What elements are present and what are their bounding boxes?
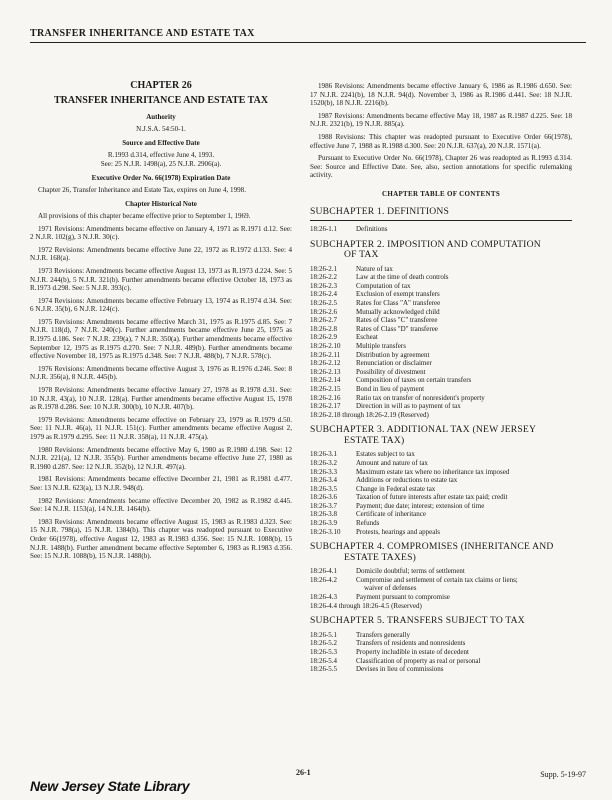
subchapter-title-continued: ESTATE TAXES) — [344, 551, 417, 563]
revision-note: 1980 Revisions: Amendments became effective May 6, 1980 as R.1980 d.198. See: 12 N.J.R. 221(a), 12 N.J.R. 355(b). Further amendments became effective June 27, 1980 as R.1980 d.287. See: 12 N.J.R. 352(b), 12 N.J.R. 497(a). — [30, 445, 292, 471]
section-title — [356, 376, 572, 385]
toc-entry — [310, 290, 572, 299]
executive-order-text: Chapter 26, Transfer Inheritance and Estate Tax, expires on June 4, 1998. — [38, 185, 246, 194]
subchapter-title: SUBCHAPTER 1. DEFINITIONS — [310, 205, 450, 217]
section-title-text: Renunciation or disclaimer — [356, 359, 432, 368]
section-title-text: Law at the time of death controls — [356, 273, 449, 282]
toc-entry — [310, 225, 572, 234]
source-line: R.1993 d.314, effective June 4, 1993. — [107, 150, 215, 159]
page-number: 26-1 — [296, 768, 311, 777]
section-title — [356, 493, 572, 502]
section-title — [356, 265, 572, 274]
section-title-text: Additions or reductions to estate tax — [356, 476, 458, 485]
section-title — [356, 394, 572, 403]
toc-heading: CHAPTER TABLE OF CONTENTS — [381, 189, 501, 198]
section-title-text: Definitions — [356, 225, 388, 234]
section-title — [356, 459, 572, 468]
section-number: 18:26-3.9 — [310, 519, 338, 528]
section-title-text: Compromise and settlement of certain tax claims or liens; — [356, 575, 518, 584]
section-title-text: Protests, hearings and appeals — [356, 527, 440, 536]
section-number: 18:26-2.16 — [310, 393, 341, 402]
revision-note: 1975 Revisions: Amendments became effective March 31, 1975 as R.1975 d.85. See: 7 N.J.R. 118(d), 7 N.J.R. 240(c). Further amendments became effective June 25, 1975 as R.1975 d.186. See: 7 N.J.R. 239(a), 7 N.J.R. 350(a). Further amendments became effective September 12, 1975 as R.1975 d.270. See: 7 N.J.R. 489(b). Further amendments became effective November 18, 1975 as R.1975 d.348. See: 7 N.J.R. 488(b), 7 N.J.R. 578(c). — [30, 317, 292, 361]
toc-entry — [310, 265, 572, 274]
section-title — [356, 468, 572, 477]
section-number: 18:26-2.4 — [310, 290, 338, 299]
section-title — [356, 225, 572, 234]
section-title — [356, 282, 572, 291]
toc-entry — [310, 282, 572, 291]
section-title — [356, 657, 572, 666]
section-title-text: Exclusion of exempt transfers — [356, 290, 440, 299]
section-title-text: Bond in lieu of payment — [356, 384, 425, 393]
section-title-text: Rates for Class "A" transferee — [356, 299, 441, 307]
section-number: 18:26-2.8 — [310, 324, 338, 333]
section-number: 18:26-2.12 — [310, 359, 341, 368]
section-title-text: Nature of tax — [356, 264, 393, 273]
toc-entry — [310, 450, 572, 459]
toc-entry — [310, 325, 572, 334]
section-title — [356, 476, 572, 485]
section-number: 18:26-2.1 — [310, 264, 338, 273]
section-number: 18:26-2.9 — [310, 333, 338, 342]
right-column — [310, 82, 572, 674]
section-title — [356, 576, 572, 593]
section-number: 18:26-2.15 — [310, 384, 341, 393]
section-title-text: Refunds — [356, 519, 380, 528]
revision-note: 1976 Revisions: Amendments became effective August 3, 1976 as R.1976 d.246. See: 8 N.J.R. 356(a), 8 N.J.R. 445(b). — [30, 364, 292, 382]
subchapter-title: SUBCHAPTER 2. IMPOSITION AND COMPUTATION — [310, 238, 541, 250]
section-number: 18:26-3.8 — [310, 510, 338, 519]
toc-entry — [310, 485, 572, 494]
revision-note: 1983 Revisions: Amendments became effective August 15, 1983 as R.1983 d.323. See: 15 N.J.R. 798(a), 15 N.J.R. 1384(b). This chapter was readopted pursuant to Executive Order 66(1978), effective August 12, 1983 as R.1983 d.356. See: 15 N.J.R. 1088(b), 15 N.J.R. 1488(b). Further amendment became effective September 6, 1983 as R.1983 d.356. See: 15 N.J.R. 1088(b), 15 N.J.R. 1488(b). — [30, 517, 292, 561]
section-number: 18:26-3.6 — [310, 493, 338, 502]
section-number: 18:26-4.3 — [310, 593, 338, 602]
running-head: TRANSFER INHERITANCE AND ESTATE TAX — [30, 28, 586, 43]
section-number: 18:26-2.13 — [310, 367, 341, 376]
subchapter-heading — [310, 240, 572, 261]
section-title-text: Taxation of future interests after estate tax paid; credit — [356, 493, 508, 502]
toc-entry — [310, 665, 572, 674]
section-number: 18:26-2.3 — [310, 281, 338, 290]
section-number: 18:26-5.4 — [310, 656, 338, 665]
section-title — [356, 631, 572, 640]
section-title — [356, 639, 572, 648]
section-title-text: Rates of Class "D" transferee — [356, 324, 438, 333]
subchapter-heading — [310, 425, 572, 446]
revision-note: 1979 Revisions: Amendments became effective on February 23, 1979 as R.1979 d.50. See: 11 N.J.R. 46(a), 11 N.J.R. 151(c). Further amendments became effective August 2, 1979 as R.1979 d.295. See: 11 N.J.R. 358(a), 11 N.J.R. 475(a). — [30, 415, 292, 441]
toc-entry — [310, 385, 572, 394]
section-number: 18:26-5.1 — [310, 630, 338, 639]
toc-entry — [310, 639, 572, 648]
section-title — [356, 567, 572, 576]
revision-note: 1988 Revisions: This chapter was readopted pursuant to Executive Order 66(1978), effective June 7, 1988 as R.1988 d.300. See: 20 N.J.R. 637(a), 20 N.J.R. 1571(a). — [310, 132, 572, 150]
section-title-text: Composition of taxes on certain transfers — [356, 376, 472, 385]
supplement-date: Supp. 5-19-97 — [540, 770, 586, 779]
section-title-text: Devises in lieu of commissions — [356, 665, 444, 674]
section-title — [356, 368, 572, 377]
toc-entry — [310, 342, 572, 351]
revision-list — [310, 82, 572, 180]
section-number: 18:26-2.6 — [310, 307, 338, 316]
section-number: 18:26-3.5 — [310, 484, 338, 493]
toc-entry — [310, 368, 572, 377]
section-number: 18:26-4.1 — [310, 567, 338, 576]
section-title-text: Transfers generally — [356, 630, 410, 639]
section-number: 18:26-2.11 — [310, 350, 341, 359]
authority-heading: Authority — [146, 113, 176, 122]
section-title-text: Mutually acknowledged child — [356, 307, 440, 316]
source-heading: Source and Effective Date — [122, 139, 200, 148]
toc-entry — [310, 308, 572, 317]
section-title — [356, 510, 572, 519]
revision-note: 1982 Revisions: Amendments became effective December 20, 1982 as R.1982 d.445. See: 14 N.J.R. 1153(a), 14 N.J.R. 1464(b). — [30, 496, 292, 514]
section-number: 18:26-2.5 — [310, 299, 338, 307]
toc-entry — [310, 593, 572, 602]
revision-note: 1986 Revisions: Amendments became effective January 6, 1986 as R.1986 d.650. See: 17 N.J.R. 2241(b), 18 N.J.R. 94(d). November 3, 1986 as R.1986 d.441. See: 18 N.J.R. 1520(b), 18 N.J.R. 2216(b). — [310, 82, 572, 108]
section-title-text: Escheat — [356, 333, 378, 342]
toc-entry — [310, 648, 572, 657]
section-title-continued: waiver of defenses — [364, 584, 417, 593]
toc-entry — [310, 576, 572, 593]
section-number: 18:26-4.2 — [310, 575, 338, 584]
section-title-text: Domicile doubtful; terms of settlement — [356, 567, 465, 576]
section-title — [356, 502, 572, 511]
section-title — [356, 485, 572, 494]
executive-order-heading: Executive Order No. 66(1978) Expiration Date — [91, 174, 231, 183]
reserved-range: 18:26-4.4 through 18:26-4.5 (Reserved) — [310, 601, 422, 610]
section-number: 18:26-3.7 — [310, 501, 338, 510]
section-title-text: Property includible in estate of decedent — [356, 647, 469, 656]
revision-note: 1971 Revisions: Amendments became effective on January 4, 1971 as R.1971 d.12. See: 2 N.J.R. 102(g), 3 N.J.R. 30(c). — [30, 224, 292, 242]
section-title-text: Computation of tax — [356, 281, 411, 290]
toc-entry — [310, 376, 572, 385]
toc-entry — [310, 519, 572, 528]
revision-note: 1978 Revisions: Amendments became effective January 27, 1978 as R.1978 d.31. See: 10 N.J.R. 43(a), 10 N.J.R. 128(a). Further amendments became effective August 15, 1978 as R.1978 d.286. See: 10 N.J.R. 300(b), 10 N.J.R. 407(b). — [30, 386, 292, 412]
section-title — [356, 325, 572, 334]
toc-entry — [310, 359, 572, 368]
chapter-number: CHAPTER 26 — [130, 80, 192, 91]
section-number: 18:26-2.17 — [310, 402, 341, 411]
subchapter-title: SUBCHAPTER 5. TRANSFERS SUBJECT TO TAX — [310, 615, 525, 627]
toc-entry — [310, 333, 572, 342]
section-title-text: Rates of Class "C" transferee — [356, 316, 438, 325]
section-title — [356, 316, 572, 325]
section-title — [356, 519, 572, 528]
section-number: 18:26-1.1 — [310, 225, 338, 234]
revision-list — [30, 225, 292, 561]
section-title-text: Ratio tax on transfer of nonresident's property — [356, 393, 485, 402]
revision-note: Pursuant to Executive Order No. 66(1978), Chapter 26 was readopted as R.1993 d.314. See: Source and Effective Date. See, also, section annotations for specific rulemaking activity. — [310, 154, 572, 180]
section-title — [356, 273, 572, 282]
toc-entry — [310, 316, 572, 325]
section-number: 18:26-3.1 — [310, 450, 338, 459]
section-title — [356, 333, 572, 342]
section-number: 18:26-2.7 — [310, 316, 338, 325]
toc-entry — [310, 299, 572, 308]
left-column — [30, 82, 292, 565]
section-title — [356, 450, 572, 459]
toc-entry — [310, 468, 572, 477]
section-title — [356, 342, 572, 351]
revision-note: 1981 Revisions: Amendments became effective December 21, 1981 as R.1981 d.477. See: 13 N.J.R. 623(a), 13 N.J.R. 948(d). — [30, 475, 292, 492]
section-title — [356, 648, 572, 657]
section-title-text: Classification of property as real or personal — [356, 656, 481, 665]
section-title — [356, 385, 572, 394]
section-title — [356, 593, 572, 602]
section-number: 18:26-2.10 — [310, 341, 341, 350]
subchapter-heading — [310, 616, 572, 627]
table-of-contents — [310, 207, 572, 674]
section-number: 18:26-5.3 — [310, 647, 338, 656]
toc-entry — [310, 631, 572, 640]
historical-note-intro: All provisions of this chapter became effective prior to September 1, 1969. — [38, 211, 251, 220]
subchapter-heading — [310, 542, 572, 563]
toc-entry — [310, 502, 572, 511]
section-number: 18:26-3.3 — [310, 467, 338, 476]
toc-entry — [310, 402, 572, 411]
section-title — [356, 290, 572, 299]
section-title — [356, 299, 572, 308]
section-number: 18:26-3.10 — [310, 527, 341, 536]
source-line: See: 25 N.J.R. 1498(a), 25 N.J.R. 2906(a). — [100, 159, 222, 168]
revision-note: 1973 Revisions: Amendments became effective August 13, 1973 as R.1973 d.224. See: 5 N.J.R. 244(b), 5 N.J.R. 321(b). Further amendments became effective October 18, 1973 as R.1973 d.298. See: 5 N.J.R. 393(c). — [30, 266, 292, 293]
toc-entry — [310, 476, 572, 485]
section-title-text: Amount and nature of tax — [356, 458, 428, 467]
toc-entry — [310, 657, 572, 666]
section-title-text: Distribution by agreement — [356, 350, 430, 359]
subchapter-title: SUBCHAPTER 4. COMPROMISES (INHERITANCE AND — [310, 541, 554, 553]
section-title-text: Transfers of residents and nonresidents — [356, 639, 466, 648]
section-title-text: Possibility of divestment — [356, 367, 426, 376]
page-footer — [30, 768, 586, 796]
library-logo: New Jersey State Library — [30, 778, 190, 794]
section-title — [356, 359, 572, 368]
section-number: 18:26-5.5 — [310, 665, 338, 674]
section-title-text: Estates subject to tax — [356, 450, 415, 459]
revision-note: 1972 Revisions: Amendments became effective June 22, 1972 as R.1972 d.133. See: 4 N.J.R. 168(a). — [30, 245, 292, 263]
toc-entry — [310, 510, 572, 519]
section-title-text: Direction in will as to payment of tax — [356, 402, 461, 411]
section-title-text: Multiple transfers — [356, 341, 406, 350]
section-title-text: Payment; due date; interest; extension of time — [356, 501, 485, 510]
section-title — [356, 351, 572, 360]
toc-entry — [310, 273, 572, 282]
toc-entry — [310, 351, 572, 360]
toc-entry — [310, 567, 572, 576]
subchapter-heading — [310, 207, 572, 222]
subchapter-title: SUBCHAPTER 3. ADDITIONAL TAX (NEW JERSEY — [310, 424, 537, 436]
revision-note: 1974 Revisions: Amendments became effective February 13, 1974 as R.1974 d.34. See: 6 N.J.R. 35(b), 6 N.J.R. 124(c). — [30, 296, 292, 314]
section-title — [356, 528, 572, 537]
subchapter-title-continued: ESTATE TAX) — [344, 434, 405, 446]
subchapter-title-continued: OF TAX — [344, 249, 379, 261]
section-title — [356, 402, 572, 411]
section-number: 18:26-3.2 — [310, 458, 338, 467]
section-title-text: Maximum estate tax where no inheritance tax imposed — [356, 467, 510, 476]
historical-note-heading: Chapter Historical Note — [125, 200, 197, 209]
section-title-text: Change in Federal estate tax — [356, 484, 436, 493]
reserved-range: 18:26-2.18 through 18:26-2.19 (Reserved) — [310, 410, 429, 419]
section-number: 18:26-2.2 — [310, 273, 338, 282]
toc-entry — [310, 528, 572, 537]
section-number: 18:26-2.14 — [310, 376, 341, 385]
section-title — [356, 308, 572, 317]
toc-entry — [310, 394, 572, 403]
toc-entry — [310, 459, 572, 468]
authority-text: N.J.S.A. 54:50-1. — [136, 124, 186, 133]
toc-entry — [310, 493, 572, 502]
section-title-text: Payment pursuant to compromise — [356, 593, 450, 602]
section-number: 18:26-5.2 — [310, 639, 338, 648]
chapter-title: TRANSFER INHERITANCE AND ESTATE TAX — [53, 94, 269, 106]
revision-note: 1987 Revisions: Amendments became effective May 18, 1987 as R.1987 d.225. See: 18 N.J.R. 2321(b), 19 N.J.R. 885(a). — [310, 111, 572, 129]
section-number: 18:26-3.4 — [310, 476, 338, 485]
section-title-text: Certificate of inheritance — [356, 510, 426, 519]
section-title — [356, 665, 572, 674]
